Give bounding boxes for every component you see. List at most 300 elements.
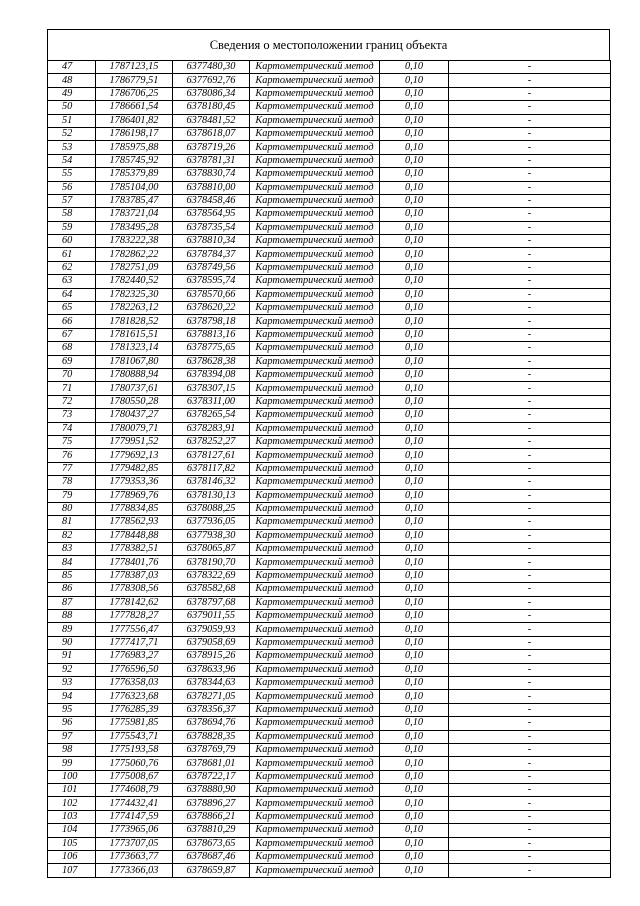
table-row [48, 382, 611, 395]
y-coordinate-cell: 6378190,70 [173, 556, 250, 569]
table-row [48, 422, 611, 435]
precision-cell: 0,10 [380, 328, 449, 341]
method-cell: Картометрический метод [250, 837, 380, 850]
point-number-cell: 49 [48, 87, 96, 100]
point-number-cell: 98 [48, 743, 96, 756]
y-coordinate-cell: 6378784,37 [173, 248, 250, 261]
description-cell: - [449, 462, 611, 475]
y-coordinate-cell: 6378127,61 [173, 449, 250, 462]
table-row [48, 663, 611, 676]
description-cell: - [449, 141, 611, 154]
x-coordinate-cell: 1773366,03 [96, 864, 173, 877]
precision-cell: 0,10 [380, 797, 449, 810]
method-cell: Картометрический метод [250, 328, 380, 341]
table-row [48, 127, 611, 140]
x-coordinate-cell: 1776285,39 [96, 703, 173, 716]
precision-cell: 0,10 [380, 74, 449, 87]
description-cell: - [449, 824, 611, 837]
description-cell: - [449, 154, 611, 167]
y-coordinate-cell: 6378673,65 [173, 837, 250, 850]
y-coordinate-cell: 6378810,00 [173, 181, 250, 194]
method-cell: Картометрический метод [250, 194, 380, 207]
method-cell: Картометрический метод [250, 810, 380, 823]
method-cell: Картометрический метод [250, 569, 380, 582]
description-cell: - [449, 529, 611, 542]
method-cell: Картометрический метод [250, 395, 380, 408]
method-cell: Картометрический метод [250, 221, 380, 234]
table-row [48, 449, 611, 462]
x-coordinate-cell: 1783721,04 [96, 208, 173, 221]
y-coordinate-cell: 6378628,38 [173, 355, 250, 368]
precision-cell: 0,10 [380, 810, 449, 823]
x-coordinate-cell: 1779951,52 [96, 435, 173, 448]
x-coordinate-cell: 1776358,03 [96, 676, 173, 689]
description-cell: - [449, 784, 611, 797]
description-cell: - [449, 636, 611, 649]
method-cell: Картометрический метод [250, 864, 380, 877]
method-cell: Картометрический метод [250, 703, 380, 716]
y-coordinate-cell: 6378088,25 [173, 502, 250, 515]
precision-cell: 0,10 [380, 114, 449, 127]
y-coordinate-cell: 6378356,37 [173, 703, 250, 716]
x-coordinate-cell: 1776323,68 [96, 690, 173, 703]
table-row [48, 636, 611, 649]
precision-cell: 0,10 [380, 516, 449, 529]
precision-cell: 0,10 [380, 529, 449, 542]
x-coordinate-cell: 1777417,71 [96, 636, 173, 649]
y-coordinate-cell: 6378722,17 [173, 770, 250, 783]
point-number-cell: 92 [48, 663, 96, 676]
description-cell: - [449, 275, 611, 288]
method-cell: Картометрический метод [250, 382, 380, 395]
y-coordinate-cell: 6378735,54 [173, 221, 250, 234]
method-cell: Картометрический метод [250, 596, 380, 609]
precision-cell: 0,10 [380, 730, 449, 743]
x-coordinate-cell: 1777556,47 [96, 623, 173, 636]
table-row [48, 569, 611, 582]
description-cell: - [449, 569, 611, 582]
point-number-cell: 60 [48, 235, 96, 248]
table-row [48, 556, 611, 569]
x-coordinate-cell: 1774147,59 [96, 810, 173, 823]
table-row [48, 529, 611, 542]
x-coordinate-cell: 1774608,79 [96, 784, 173, 797]
method-cell: Картометрический метод [250, 168, 380, 181]
description-cell: - [449, 409, 611, 422]
y-coordinate-cell: 6378180,45 [173, 101, 250, 114]
x-coordinate-cell: 1778387,03 [96, 569, 173, 582]
y-coordinate-cell: 6378681,01 [173, 757, 250, 770]
description-cell: - [449, 837, 611, 850]
y-coordinate-cell: 6378582,68 [173, 583, 250, 596]
description-cell: - [449, 435, 611, 448]
point-number-cell: 72 [48, 395, 96, 408]
point-number-cell: 78 [48, 476, 96, 489]
point-number-cell: 105 [48, 837, 96, 850]
point-number-cell: 100 [48, 770, 96, 783]
point-number-cell: 65 [48, 302, 96, 315]
table-row [48, 797, 611, 810]
method-cell: Картометрический метод [250, 74, 380, 87]
description-cell: - [449, 770, 611, 783]
table-row [48, 717, 611, 730]
precision-cell: 0,10 [380, 355, 449, 368]
precision-cell: 0,10 [380, 127, 449, 140]
x-coordinate-cell: 1785104,00 [96, 181, 173, 194]
y-coordinate-cell: 6378880,90 [173, 784, 250, 797]
method-cell: Картометрический метод [250, 797, 380, 810]
x-coordinate-cell: 1778142,62 [96, 596, 173, 609]
x-coordinate-cell: 1787123,15 [96, 61, 173, 74]
method-cell: Картометрический метод [250, 529, 380, 542]
precision-cell: 0,10 [380, 87, 449, 100]
x-coordinate-cell: 1781067,80 [96, 355, 173, 368]
method-cell: Картометрический метод [250, 770, 380, 783]
method-cell: Картометрический метод [250, 141, 380, 154]
description-cell: - [449, 757, 611, 770]
y-coordinate-cell: 6378719,26 [173, 141, 250, 154]
method-cell: Картометрический метод [250, 610, 380, 623]
y-coordinate-cell: 6378307,15 [173, 382, 250, 395]
precision-cell: 0,10 [380, 690, 449, 703]
y-coordinate-cell: 6378618,07 [173, 127, 250, 140]
method-cell: Картометрический метод [250, 717, 380, 730]
point-number-cell: 81 [48, 516, 96, 529]
x-coordinate-cell: 1783495,28 [96, 221, 173, 234]
table-row [48, 302, 611, 315]
point-number-cell: 91 [48, 650, 96, 663]
point-number-cell: 88 [48, 610, 96, 623]
description-cell: - [449, 449, 611, 462]
description-cell: - [449, 743, 611, 756]
method-cell: Картометрический метод [250, 489, 380, 502]
description-cell: - [449, 650, 611, 663]
table-row [48, 315, 611, 328]
method-cell: Картометрический метод [250, 743, 380, 756]
y-coordinate-cell: 6378311,00 [173, 395, 250, 408]
description-cell: - [449, 663, 611, 676]
table-row [48, 824, 611, 837]
point-number-cell: 93 [48, 676, 96, 689]
description-cell: - [449, 342, 611, 355]
x-coordinate-cell: 1785379,89 [96, 168, 173, 181]
x-coordinate-cell: 1780888,94 [96, 368, 173, 381]
x-coordinate-cell: 1781323,14 [96, 342, 173, 355]
method-cell: Картометрический метод [250, 355, 380, 368]
table-row [48, 208, 611, 221]
x-coordinate-cell: 1779482,85 [96, 462, 173, 475]
table-row [48, 743, 611, 756]
point-number-cell: 74 [48, 422, 96, 435]
precision-cell: 0,10 [380, 583, 449, 596]
point-number-cell: 61 [48, 248, 96, 261]
point-number-cell: 90 [48, 636, 96, 649]
precision-cell: 0,10 [380, 864, 449, 877]
precision-cell: 0,10 [380, 221, 449, 234]
precision-cell: 0,10 [380, 717, 449, 730]
method-cell: Картометрический метод [250, 101, 380, 114]
description-cell: - [449, 368, 611, 381]
description-cell: - [449, 623, 611, 636]
method-cell: Картометрический метод [250, 368, 380, 381]
point-number-cell: 64 [48, 288, 96, 301]
description-cell: - [449, 221, 611, 234]
method-cell: Картометрический метод [250, 275, 380, 288]
method-cell: Картометрический метод [250, 676, 380, 689]
y-coordinate-cell: 6377938,30 [173, 529, 250, 542]
point-number-cell: 107 [48, 864, 96, 877]
y-coordinate-cell: 6377936,05 [173, 516, 250, 529]
x-coordinate-cell: 1777828,27 [96, 610, 173, 623]
precision-cell: 0,10 [380, 422, 449, 435]
x-coordinate-cell: 1783785,47 [96, 194, 173, 207]
description-cell: - [449, 194, 611, 207]
precision-cell: 0,10 [380, 342, 449, 355]
y-coordinate-cell: 6378595,74 [173, 275, 250, 288]
description-cell: - [449, 502, 611, 515]
precision-cell: 0,10 [380, 837, 449, 850]
method-cell: Картометрический метод [250, 623, 380, 636]
table-row [48, 851, 611, 864]
y-coordinate-cell: 6378146,32 [173, 476, 250, 489]
precision-cell: 0,10 [380, 288, 449, 301]
table-row [48, 690, 611, 703]
point-number-cell: 59 [48, 221, 96, 234]
point-number-cell: 95 [48, 703, 96, 716]
table-row [48, 623, 611, 636]
table-row [48, 489, 611, 502]
precision-cell: 0,10 [380, 851, 449, 864]
table-row [48, 328, 611, 341]
x-coordinate-cell: 1779353,36 [96, 476, 173, 489]
table-row [48, 114, 611, 127]
table-row [48, 409, 611, 422]
description-cell: - [449, 61, 611, 74]
table-row [48, 235, 611, 248]
y-coordinate-cell: 6378130,13 [173, 489, 250, 502]
point-number-cell: 47 [48, 61, 96, 74]
precision-cell: 0,10 [380, 462, 449, 475]
x-coordinate-cell: 1785745,92 [96, 154, 173, 167]
point-number-cell: 58 [48, 208, 96, 221]
table-row [48, 275, 611, 288]
x-coordinate-cell: 1775060,76 [96, 757, 173, 770]
y-coordinate-cell: 6378775,65 [173, 342, 250, 355]
table-row [48, 462, 611, 475]
table-row [48, 355, 611, 368]
precision-cell: 0,10 [380, 623, 449, 636]
point-number-cell: 54 [48, 154, 96, 167]
description-cell: - [449, 181, 611, 194]
description-cell: - [449, 489, 611, 502]
description-cell: - [449, 235, 611, 248]
y-coordinate-cell: 6377480,30 [173, 61, 250, 74]
method-cell: Картометрический метод [250, 87, 380, 100]
precision-cell: 0,10 [380, 181, 449, 194]
description-cell: - [449, 690, 611, 703]
point-number-cell: 70 [48, 368, 96, 381]
point-number-cell: 73 [48, 409, 96, 422]
table-row [48, 261, 611, 274]
table-row [48, 516, 611, 529]
y-coordinate-cell: 6378798,18 [173, 315, 250, 328]
point-number-cell: 103 [48, 810, 96, 823]
y-coordinate-cell: 6378828,35 [173, 730, 250, 743]
method-cell: Картометрический метод [250, 315, 380, 328]
y-coordinate-cell: 6378271,05 [173, 690, 250, 703]
method-cell: Картометрический метод [250, 636, 380, 649]
method-cell: Картометрический метод [250, 208, 380, 221]
method-cell: Картометрический метод [250, 435, 380, 448]
table-row [48, 837, 611, 850]
coordinates-table [47, 60, 611, 878]
point-number-cell: 86 [48, 583, 96, 596]
y-coordinate-cell: 6377692,76 [173, 74, 250, 87]
table-row [48, 61, 611, 74]
description-cell: - [449, 610, 611, 623]
x-coordinate-cell: 1778969,76 [96, 489, 173, 502]
precision-cell: 0,10 [380, 261, 449, 274]
y-coordinate-cell: 6378564,95 [173, 208, 250, 221]
method-cell: Картометрический метод [250, 248, 380, 261]
precision-cell: 0,10 [380, 569, 449, 582]
y-coordinate-cell: 6378687,46 [173, 851, 250, 864]
x-coordinate-cell: 1773663,77 [96, 851, 173, 864]
precision-cell: 0,10 [380, 248, 449, 261]
point-number-cell: 82 [48, 529, 96, 542]
table-row [48, 288, 611, 301]
x-coordinate-cell: 1786401,82 [96, 114, 173, 127]
method-cell: Картометрический метод [250, 462, 380, 475]
x-coordinate-cell: 1778308,56 [96, 583, 173, 596]
description-cell: - [449, 851, 611, 864]
table-row [48, 864, 611, 877]
description-cell: - [449, 583, 611, 596]
table-row [48, 435, 611, 448]
point-number-cell: 77 [48, 462, 96, 475]
y-coordinate-cell: 6378810,29 [173, 824, 250, 837]
y-coordinate-cell: 6378694,76 [173, 717, 250, 730]
table-row [48, 730, 611, 743]
table-row [48, 74, 611, 87]
precision-cell: 0,10 [380, 315, 449, 328]
x-coordinate-cell: 1776596,50 [96, 663, 173, 676]
method-cell: Картометрический метод [250, 556, 380, 569]
table-row [48, 810, 611, 823]
description-cell: - [449, 730, 611, 743]
table-row [48, 502, 611, 515]
table-row [48, 770, 611, 783]
point-number-cell: 48 [48, 74, 96, 87]
y-coordinate-cell: 6378813,16 [173, 328, 250, 341]
table-row [48, 395, 611, 408]
point-number-cell: 62 [48, 261, 96, 274]
y-coordinate-cell: 6378065,87 [173, 543, 250, 556]
method-cell: Картометрический метод [250, 784, 380, 797]
table-row [48, 221, 611, 234]
description-cell: - [449, 596, 611, 609]
table-row [48, 248, 611, 261]
y-coordinate-cell: 6379011,55 [173, 610, 250, 623]
table-row [48, 154, 611, 167]
method-cell: Картометрический метод [250, 409, 380, 422]
y-coordinate-cell: 6378458,46 [173, 194, 250, 207]
point-number-cell: 69 [48, 355, 96, 368]
x-coordinate-cell: 1782862,22 [96, 248, 173, 261]
description-cell: - [449, 302, 611, 315]
method-cell: Картометрический метод [250, 302, 380, 315]
precision-cell: 0,10 [380, 650, 449, 663]
y-coordinate-cell: 6378322,69 [173, 569, 250, 582]
y-coordinate-cell: 6378769,79 [173, 743, 250, 756]
method-cell: Картометрический метод [250, 342, 380, 355]
y-coordinate-cell: 6378810,34 [173, 235, 250, 248]
precision-cell: 0,10 [380, 235, 449, 248]
precision-cell: 0,10 [380, 596, 449, 609]
method-cell: Картометрический метод [250, 650, 380, 663]
y-coordinate-cell: 6378570,66 [173, 288, 250, 301]
table-row [48, 583, 611, 596]
point-number-cell: 55 [48, 168, 96, 181]
description-cell: - [449, 87, 611, 100]
point-number-cell: 51 [48, 114, 96, 127]
y-coordinate-cell: 6378830,74 [173, 168, 250, 181]
point-number-cell: 76 [48, 449, 96, 462]
precision-cell: 0,10 [380, 676, 449, 689]
x-coordinate-cell: 1782440,52 [96, 275, 173, 288]
table-title-text: Сведения о местоположении границ объекта [209, 37, 448, 52]
y-coordinate-cell: 6378344,63 [173, 676, 250, 689]
precision-cell: 0,10 [380, 208, 449, 221]
description-cell: - [449, 797, 611, 810]
description-cell: - [449, 127, 611, 140]
description-cell: - [449, 328, 611, 341]
y-coordinate-cell: 6378659,87 [173, 864, 250, 877]
description-cell: - [449, 168, 611, 181]
precision-cell: 0,10 [380, 489, 449, 502]
y-coordinate-cell: 6378620,22 [173, 302, 250, 315]
y-coordinate-cell: 6378117,82 [173, 462, 250, 475]
x-coordinate-cell: 1782751,09 [96, 261, 173, 274]
precision-cell: 0,10 [380, 743, 449, 756]
x-coordinate-cell: 1778448,88 [96, 529, 173, 542]
point-number-cell: 106 [48, 851, 96, 864]
description-cell: - [449, 864, 611, 877]
x-coordinate-cell: 1778382,51 [96, 543, 173, 556]
x-coordinate-cell: 1780550,28 [96, 395, 173, 408]
table-row [48, 342, 611, 355]
table-row [48, 194, 611, 207]
x-coordinate-cell: 1774432,41 [96, 797, 173, 810]
precision-cell: 0,10 [380, 194, 449, 207]
precision-cell: 0,10 [380, 449, 449, 462]
point-number-cell: 79 [48, 489, 96, 502]
point-number-cell: 96 [48, 717, 96, 730]
x-coordinate-cell: 1782325,30 [96, 288, 173, 301]
method-cell: Картометрический метод [250, 288, 380, 301]
precision-cell: 0,10 [380, 770, 449, 783]
method-cell: Картометрический метод [250, 543, 380, 556]
x-coordinate-cell: 1780079,71 [96, 422, 173, 435]
precision-cell: 0,10 [380, 275, 449, 288]
point-number-cell: 63 [48, 275, 96, 288]
x-coordinate-cell: 1783222,38 [96, 235, 173, 248]
point-number-cell: 68 [48, 342, 96, 355]
point-number-cell: 83 [48, 543, 96, 556]
table-row [48, 610, 611, 623]
y-coordinate-cell: 6378749,56 [173, 261, 250, 274]
method-cell: Картометрический метод [250, 422, 380, 435]
